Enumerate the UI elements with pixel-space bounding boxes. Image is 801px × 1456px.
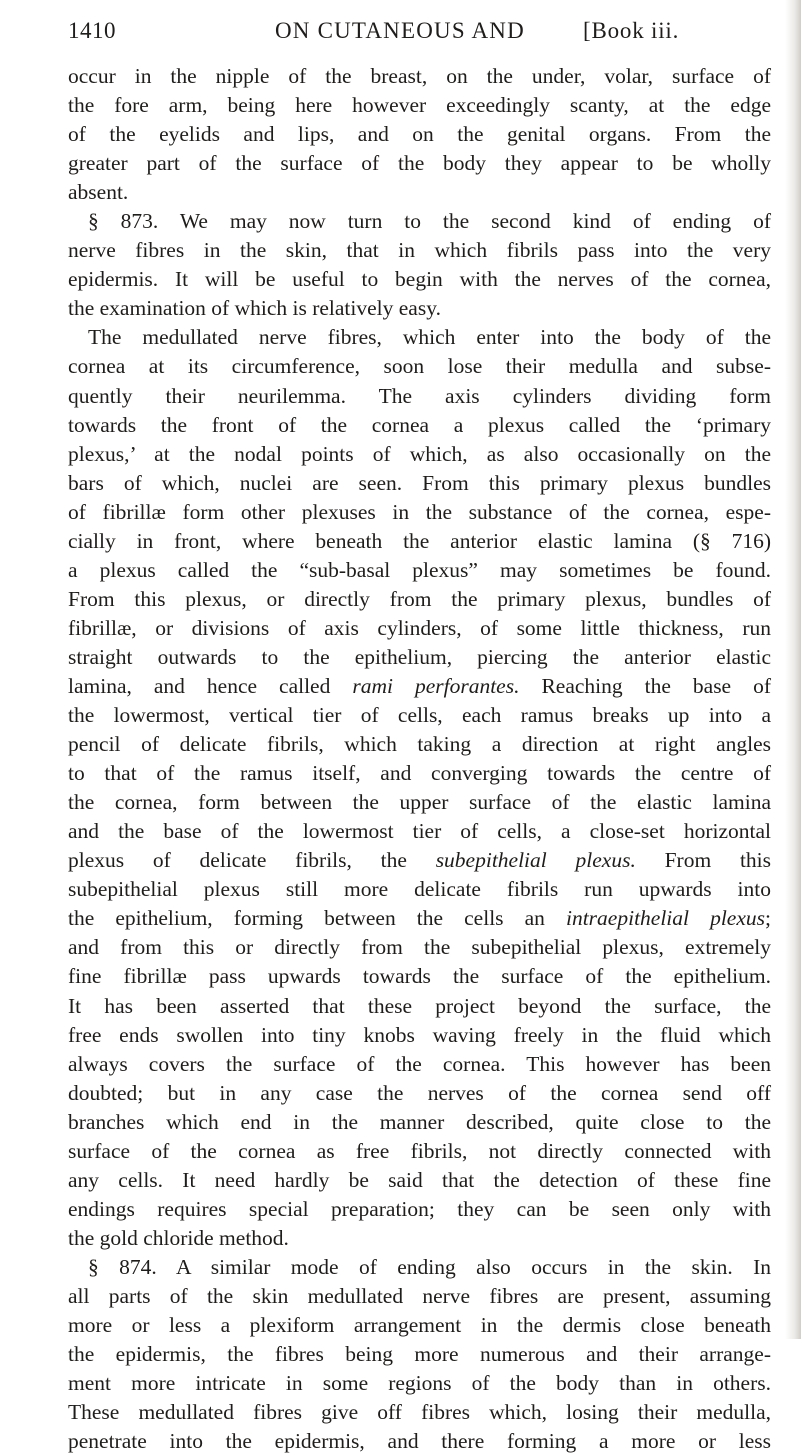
text-line: cornea at its circumference, soon lose their medulla and subse- xyxy=(68,354,771,379)
text-line: cially in front, where beneath the anterior elastic lamina (§ 716) xyxy=(68,528,771,553)
text-line: § 874. A similar mode of ending also occurs in the skin. In xyxy=(88,1254,771,1279)
italic-term: rami perforantes. xyxy=(352,673,520,698)
text-line xyxy=(68,672,771,701)
text-line: all parts of the skin medullated nerve fibres are present, assuming xyxy=(68,1283,771,1308)
text-line: absent. xyxy=(68,180,129,205)
text-line: of fibrillæ form other plexuses in the substance of the cornea, espe- xyxy=(68,499,771,524)
text-line: penetrate into the epidermis, and there forming a more or less xyxy=(68,1429,771,1454)
text-run: the epithelium, forming between the cells an xyxy=(68,906,566,931)
running-title: ON CUTANEOUS AND xyxy=(275,18,525,43)
text-line: of the eyelids and lips, and on the genital organs. From the xyxy=(68,122,771,147)
text-line: the cornea, form between the upper surface of the elastic lamina xyxy=(68,790,771,815)
text-line: and from this or directly from the subepithelial plexus, extremely xyxy=(68,935,771,960)
text-line: From this plexus, or directly from the primary plexus, bundles of xyxy=(68,586,771,611)
text-line: ment more intricate in some regions of the body than in others. xyxy=(68,1371,771,1396)
italic-term: intraepithelial plexus xyxy=(565,906,766,931)
text-line: § 873. We may now turn to the second kind of ending of xyxy=(88,209,771,234)
text-line: It has been asserted that these project beyond the surface, the xyxy=(68,993,771,1018)
page-edge-shadow xyxy=(785,0,801,1339)
text-line: doubted; but in any case the nerves of the cornea send off xyxy=(68,1080,771,1105)
text-line: pencil of delicate fibrils, which taking a direction at right angles xyxy=(68,732,771,757)
text-line: epidermis. It will be useful to begin with the nerves of the cornea, xyxy=(68,267,771,292)
text-run: From this xyxy=(635,848,772,873)
body-text xyxy=(68,62,771,1456)
text-line: greater part of the surface of the body they appear to be wholly xyxy=(68,151,771,176)
text-line: more or less a plexiform arrangement in the dermis close beneath xyxy=(68,1313,771,1338)
text-line: to that of the ramus itself, and converging towards the centre of xyxy=(68,761,771,786)
text-line: fine fibrillæ pass upwards towards the surface of the epithelium. xyxy=(68,964,771,989)
text-line: branches which end in the manner described, quite close to the xyxy=(68,1109,771,1134)
text-line: towards the front of the cornea a plexus called the ‘primary xyxy=(68,412,771,437)
text-line: occur in the nipple of the breast, on the under, volar, surface of xyxy=(68,64,771,88)
running-header xyxy=(68,12,768,52)
text-line: endings requires special preparation; they can be seen only with xyxy=(68,1196,771,1221)
text-line: the examination of which is relatively easy. xyxy=(68,296,441,321)
text-line: quently their neurilemma. The axis cylinders dividing form xyxy=(68,383,771,408)
text-line: free ends swollen into tiny knobs waving freely in the fluid which xyxy=(68,1022,771,1047)
book-label: [Book iii. xyxy=(583,18,680,43)
text-line: bars of which, nuclei are seen. From this primary plexus bundles xyxy=(68,470,771,495)
text-line: the epidermis, the fibres being more numerous and their arrange- xyxy=(68,1342,771,1367)
text-line: the lowermost, vertical tier of cells, each ramus breaks up into a xyxy=(68,703,771,728)
text-line: straight outwards to the epithelium, piercing the anterior elastic xyxy=(68,644,771,669)
text-run: ; xyxy=(765,906,771,931)
text-line: always covers the surface of the cornea. This however has been xyxy=(68,1051,771,1076)
text-line: nerve fibres in the skin, that in which fibrils pass into the very xyxy=(68,238,771,263)
text-line: the gold chloride method. xyxy=(68,1225,289,1250)
text-line: any cells. It need hardly be said that the detection of these fine xyxy=(68,1167,771,1192)
text-line: The medullated nerve fibres, which enter into the body of the xyxy=(88,325,771,350)
text-line: surface of the cornea as free fibrils, not directly connected with xyxy=(68,1138,771,1163)
text-line xyxy=(68,904,771,933)
italic-term: subepithelial plexus. xyxy=(435,848,636,873)
text-line xyxy=(68,846,771,875)
text-run: lamina, and hence called xyxy=(68,673,353,698)
text-line: fibrillæ, or divisions of axis cylinders, of some little thickness, run xyxy=(68,615,771,640)
text-line: a plexus called the “sub-basal plexus” may sometimes be found. xyxy=(68,557,771,582)
text-line: the fore arm, being here however exceedingly scanty, at the edge xyxy=(68,93,771,118)
text-run: Reaching the base of xyxy=(519,673,771,698)
text-line: These medullated fibres give off fibres which, losing their medulla, xyxy=(68,1400,771,1425)
text-line: plexus,’ at the nodal points of which, as also occasionally on the xyxy=(68,441,771,466)
text-line: and the base of the lowermost tier of cells, a close-set horizontal xyxy=(68,819,771,844)
text-run: plexus of delicate fibrils, the xyxy=(68,848,436,873)
page-number: 1410 xyxy=(68,18,116,43)
text-line: subepithelial plexus still more delicate fibrils run upwards into xyxy=(68,877,771,902)
